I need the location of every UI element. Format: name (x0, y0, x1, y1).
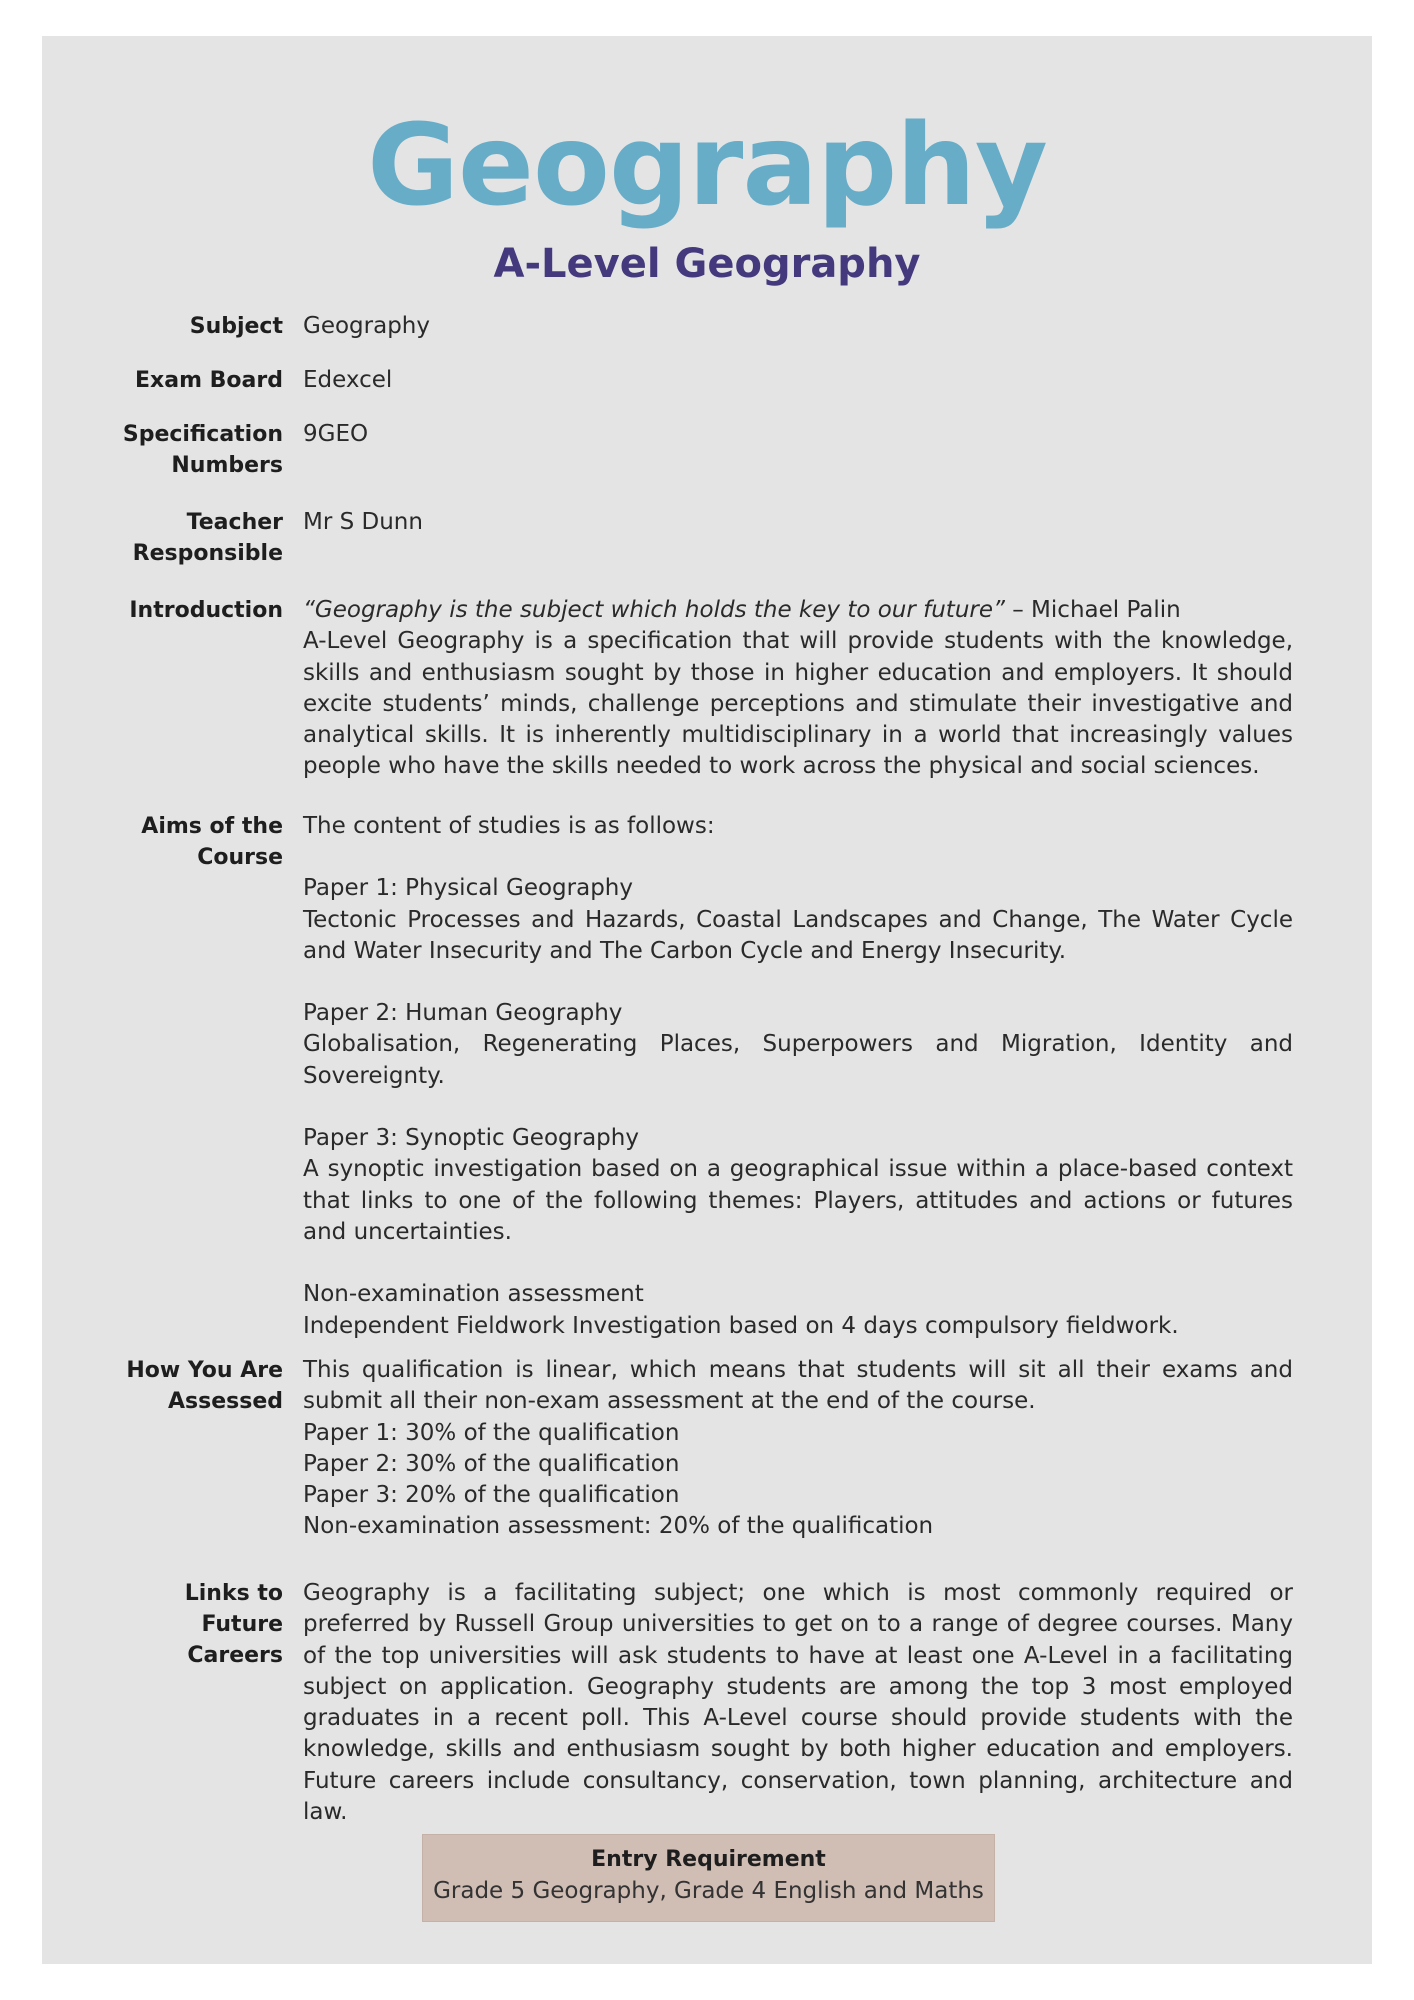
aims-nea-text: Independent Fieldwork Investigation based on 4 days compulsory fieldwork. (303, 1312, 1179, 1339)
introduction-text: A-Level Geography is a specification that will provide students with the knowledge, skills and enthusiasm sought by those in higher education and employers. It should excite students’ minds, challenge perceptions and stimulate their investigative and analytical skills. It is inherently multidisciplinary in a world that increasingly values people who have the skills needed to work across the physical and social sciences. (303, 628, 1293, 780)
exam-board-label: Exam Board (135, 368, 283, 393)
aims-paper2-text: Globalisation, Regenerating Places, Superpowers and Migration, Identity and Sovereignty. (303, 1031, 1293, 1089)
assessment-label-line1: How You Are (126, 1358, 283, 1383)
entry-requirement-box (422, 1834, 995, 1922)
careers-label-line2: Careers (187, 1643, 283, 1668)
aims-label (100, 811, 283, 873)
entry-requirement-text: Grade 5 Geography, Grade 4 English and Maths (433, 1878, 984, 1904)
subject-label: Subject (189, 314, 283, 339)
teacher-value: Mr S Dunn (303, 509, 423, 535)
teacher-label-line2: Responsible (132, 541, 283, 566)
assessment-value (303, 1355, 1293, 1543)
aims-label-line2: Course (197, 845, 283, 870)
assessment-item: Paper 1: 30% of the qualification (303, 1419, 680, 1446)
aims-paper1-text: Tectonic Processes and Hazards, Coastal Landscapes and Change, The Water Cycle and Water Insecurity and The Carbon Cycle and Energy Insecurity. (303, 906, 1293, 964)
introduction-quote-line (303, 595, 1293, 626)
aims-nea-title: Non-examination assessment (303, 1281, 644, 1308)
aims-value (303, 811, 1293, 1342)
assessment-label (100, 1355, 283, 1417)
aims-label-line1: Aims of the (141, 814, 283, 839)
specification-label-line1: Specification (122, 422, 283, 447)
assessment-item: Paper 3: 20% of the qualification (303, 1482, 680, 1509)
introduction-quote-author: – Michael Palin (1004, 597, 1181, 623)
specification-value: 9GEO (303, 421, 369, 447)
aims-paper2-title: Paper 2: Human Geography (303, 1000, 623, 1027)
introduction-label: Introduction (129, 598, 283, 623)
aims-intro: The content of studies is as follows: (303, 813, 715, 839)
page-subtitle: A-Level Geography (493, 241, 921, 287)
assessment-intro: This qualification is linear, which means that students will sit all their exams and submit all their non-exam assessment at the end of the course. (303, 1357, 1293, 1415)
careers-label (100, 1578, 283, 1671)
page-title: Geography (367, 101, 1047, 231)
careers-label-line1: Links to Future (184, 1581, 283, 1637)
assessment-label-line2: Assessed (168, 1389, 283, 1414)
subject-value: Geography (303, 313, 430, 339)
teacher-label (100, 507, 283, 569)
specification-label (100, 419, 283, 481)
introduction-quote: “Geography is the subject which holds the key to our future” (303, 597, 1005, 623)
teacher-label-line1: Teacher (186, 510, 283, 535)
introduction-value (303, 595, 1293, 783)
assessment-item: Non-examination assessment: 20% of the qualification (303, 1513, 934, 1540)
aims-paper3-text: A synoptic investigation based on a geographical issue within a place-based context that links to one of the following themes: Players, attitudes and actions or futures and uncertainties. (303, 1156, 1293, 1245)
exam-board-value: Edexcel (303, 367, 393, 393)
aims-paper3-title: Paper 3: Synoptic Geography (303, 1125, 639, 1152)
assessment-item: Paper 2: 30% of the qualification (303, 1450, 680, 1477)
careers-value: Geography is a facilitating subject; one which is most commonly required or preferred by Russell Group universities to get on to a range of degree courses. Many of the top universities will ask students to have at least one A-Level in a facilitating subject on application. Geography students are among the top 3 most employed graduates in a recent poll. This A-Level course should provide students with the knowledge, skills and enthusiasm sought by both higher education and employers. Future careers include consultancy, conservation, town planning, architecture and law. (303, 1580, 1293, 1826)
aims-paper1-title: Paper 1: Physical Geography (303, 875, 633, 902)
entry-requirement-title: Entry Requirement (591, 1847, 826, 1872)
specification-label-line2: Numbers (171, 453, 283, 478)
